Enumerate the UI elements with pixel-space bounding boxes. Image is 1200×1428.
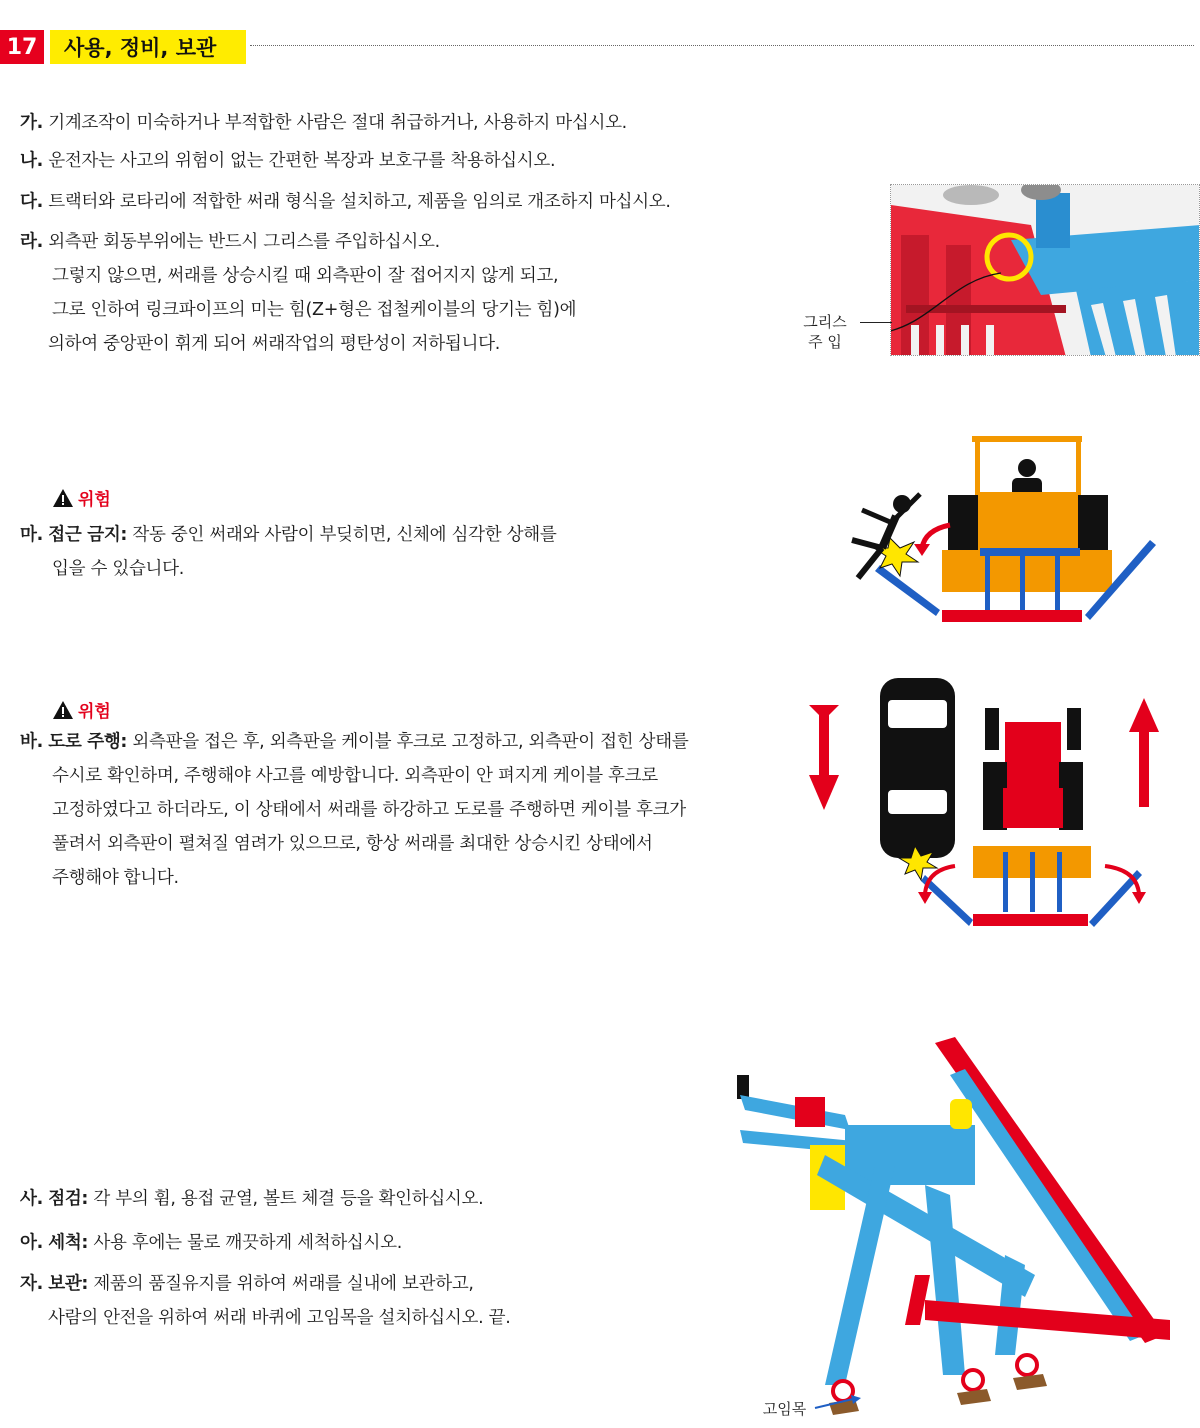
item-sa	[20, 1187, 483, 1211]
item-na	[20, 149, 555, 173]
item-marker: 다.	[20, 192, 43, 212]
warning-label: 위험	[78, 702, 111, 722]
item-ma	[20, 523, 556, 547]
item-ja-cont: 사람의 안전을 위하여 써래 바퀴에 고임목을 설치하십시오. 끝.	[48, 1308, 511, 1328]
item-title: 보관:	[48, 1274, 89, 1294]
person-collision-illustration	[830, 430, 1200, 630]
item-ba-cont: 풀려서 외측판이 펼쳐질 염려가 있으므로, 항상 써래를 최대한 상승시킨 상태에서	[52, 834, 653, 854]
warning-danger-ma	[52, 485, 111, 510]
item-title: 접근 금지:	[48, 525, 128, 545]
item-ra-cont: 그로 인하여 링크파이프의 미는 힘(Z+형은 접철케이블의 당기는 힘)에	[52, 300, 577, 320]
item-text: 각 부의 휨, 용접 균열, 볼트 체결 등을 확인하십시오.	[93, 1189, 484, 1209]
item-title: 점검:	[48, 1189, 89, 1209]
item-title: 세척:	[48, 1233, 89, 1253]
item-marker: 마.	[20, 525, 43, 545]
item-marker: 바.	[20, 732, 43, 752]
warning-triangle-icon	[52, 700, 74, 720]
item-text: 트랙터와 로타리에 적합한 써래 형식을 설치하고, 제품을 임의로 개조하지 마십시오.	[48, 192, 671, 212]
item-text: 외측판 회동부위에는 반드시 그리스를 주입하십시오.	[48, 232, 440, 252]
item-text: 작동 중인 써래와 사람이 부딪히면, 신체에 심각한 상해를	[132, 525, 557, 545]
item-text: 사용 후에는 물로 깨끗하게 세척하십시오.	[93, 1233, 403, 1253]
item-ra-cont: 그렇지 않으면, 써래를 상승시킬 때 외측판이 잘 접어지지 않게 되고,	[52, 266, 559, 286]
item-ba-cont: 수시로 확인하며, 주행해야 사고를 예방합니다. 외측판이 안 펴지게 케이블 후크로	[52, 766, 658, 786]
section-number: 17	[0, 30, 44, 64]
warning-triangle-icon	[52, 488, 74, 508]
item-text: 기계조작이 미숙하거나 부적합한 사람은 절대 취급하거나, 사용하지 마십시오.	[48, 113, 627, 133]
item-ja	[20, 1272, 474, 1296]
harrow-storage-illustration	[725, 1035, 1195, 1420]
item-marker: 사.	[20, 1189, 43, 1209]
item-text: 제품의 품질유지를 위하여 써래를 실내에 보관하고,	[93, 1274, 474, 1294]
item-title: 도로 주행:	[48, 732, 128, 752]
grease-illustration	[891, 185, 1200, 356]
item-ba-cont: 고정하였다고 하더라도, 이 상태에서 써래를 하강하고 도로를 주행하면 케이블 후크가	[52, 800, 686, 820]
grease-label-line2: 주 입	[808, 333, 842, 351]
item-ma-cont: 입을 수 있습니다.	[52, 559, 185, 579]
section-title: 사용, 정비, 보관	[50, 30, 246, 64]
warning-danger-ba	[52, 697, 111, 722]
item-marker: 아.	[20, 1233, 43, 1253]
grease-label	[790, 312, 860, 352]
warning-label: 위험	[78, 490, 111, 510]
header-divider	[250, 45, 1194, 46]
item-marker: 자.	[20, 1274, 43, 1294]
road-travel-illustration	[805, 670, 1190, 940]
item-ga	[20, 111, 627, 135]
item-ra	[20, 230, 440, 254]
item-text: 운전자는 사고의 위험이 없는 간편한 복장과 보호구를 착용하십시오.	[48, 151, 556, 171]
grease-photo	[890, 184, 1200, 356]
item-marker: 가.	[20, 113, 43, 133]
item-a	[20, 1231, 402, 1255]
item-da	[20, 190, 671, 214]
item-ba	[20, 730, 688, 754]
item-ba-cont: 주행해야 합니다.	[52, 868, 179, 888]
item-text: 외측판을 접은 후, 외측판을 케이블 후크로 고정하고, 외측판이 접힌 상태를	[132, 732, 689, 752]
item-marker: 나.	[20, 151, 43, 171]
chock-label: 고임목	[762, 1400, 807, 1418]
item-ra-cont: 의하여 중앙판이 휘게 되어 써래작업의 평탄성이 저하됩니다.	[48, 334, 500, 354]
item-marker: 라.	[20, 232, 43, 252]
grease-leader-line	[860, 322, 892, 323]
grease-label-line1: 그리스	[803, 313, 847, 331]
